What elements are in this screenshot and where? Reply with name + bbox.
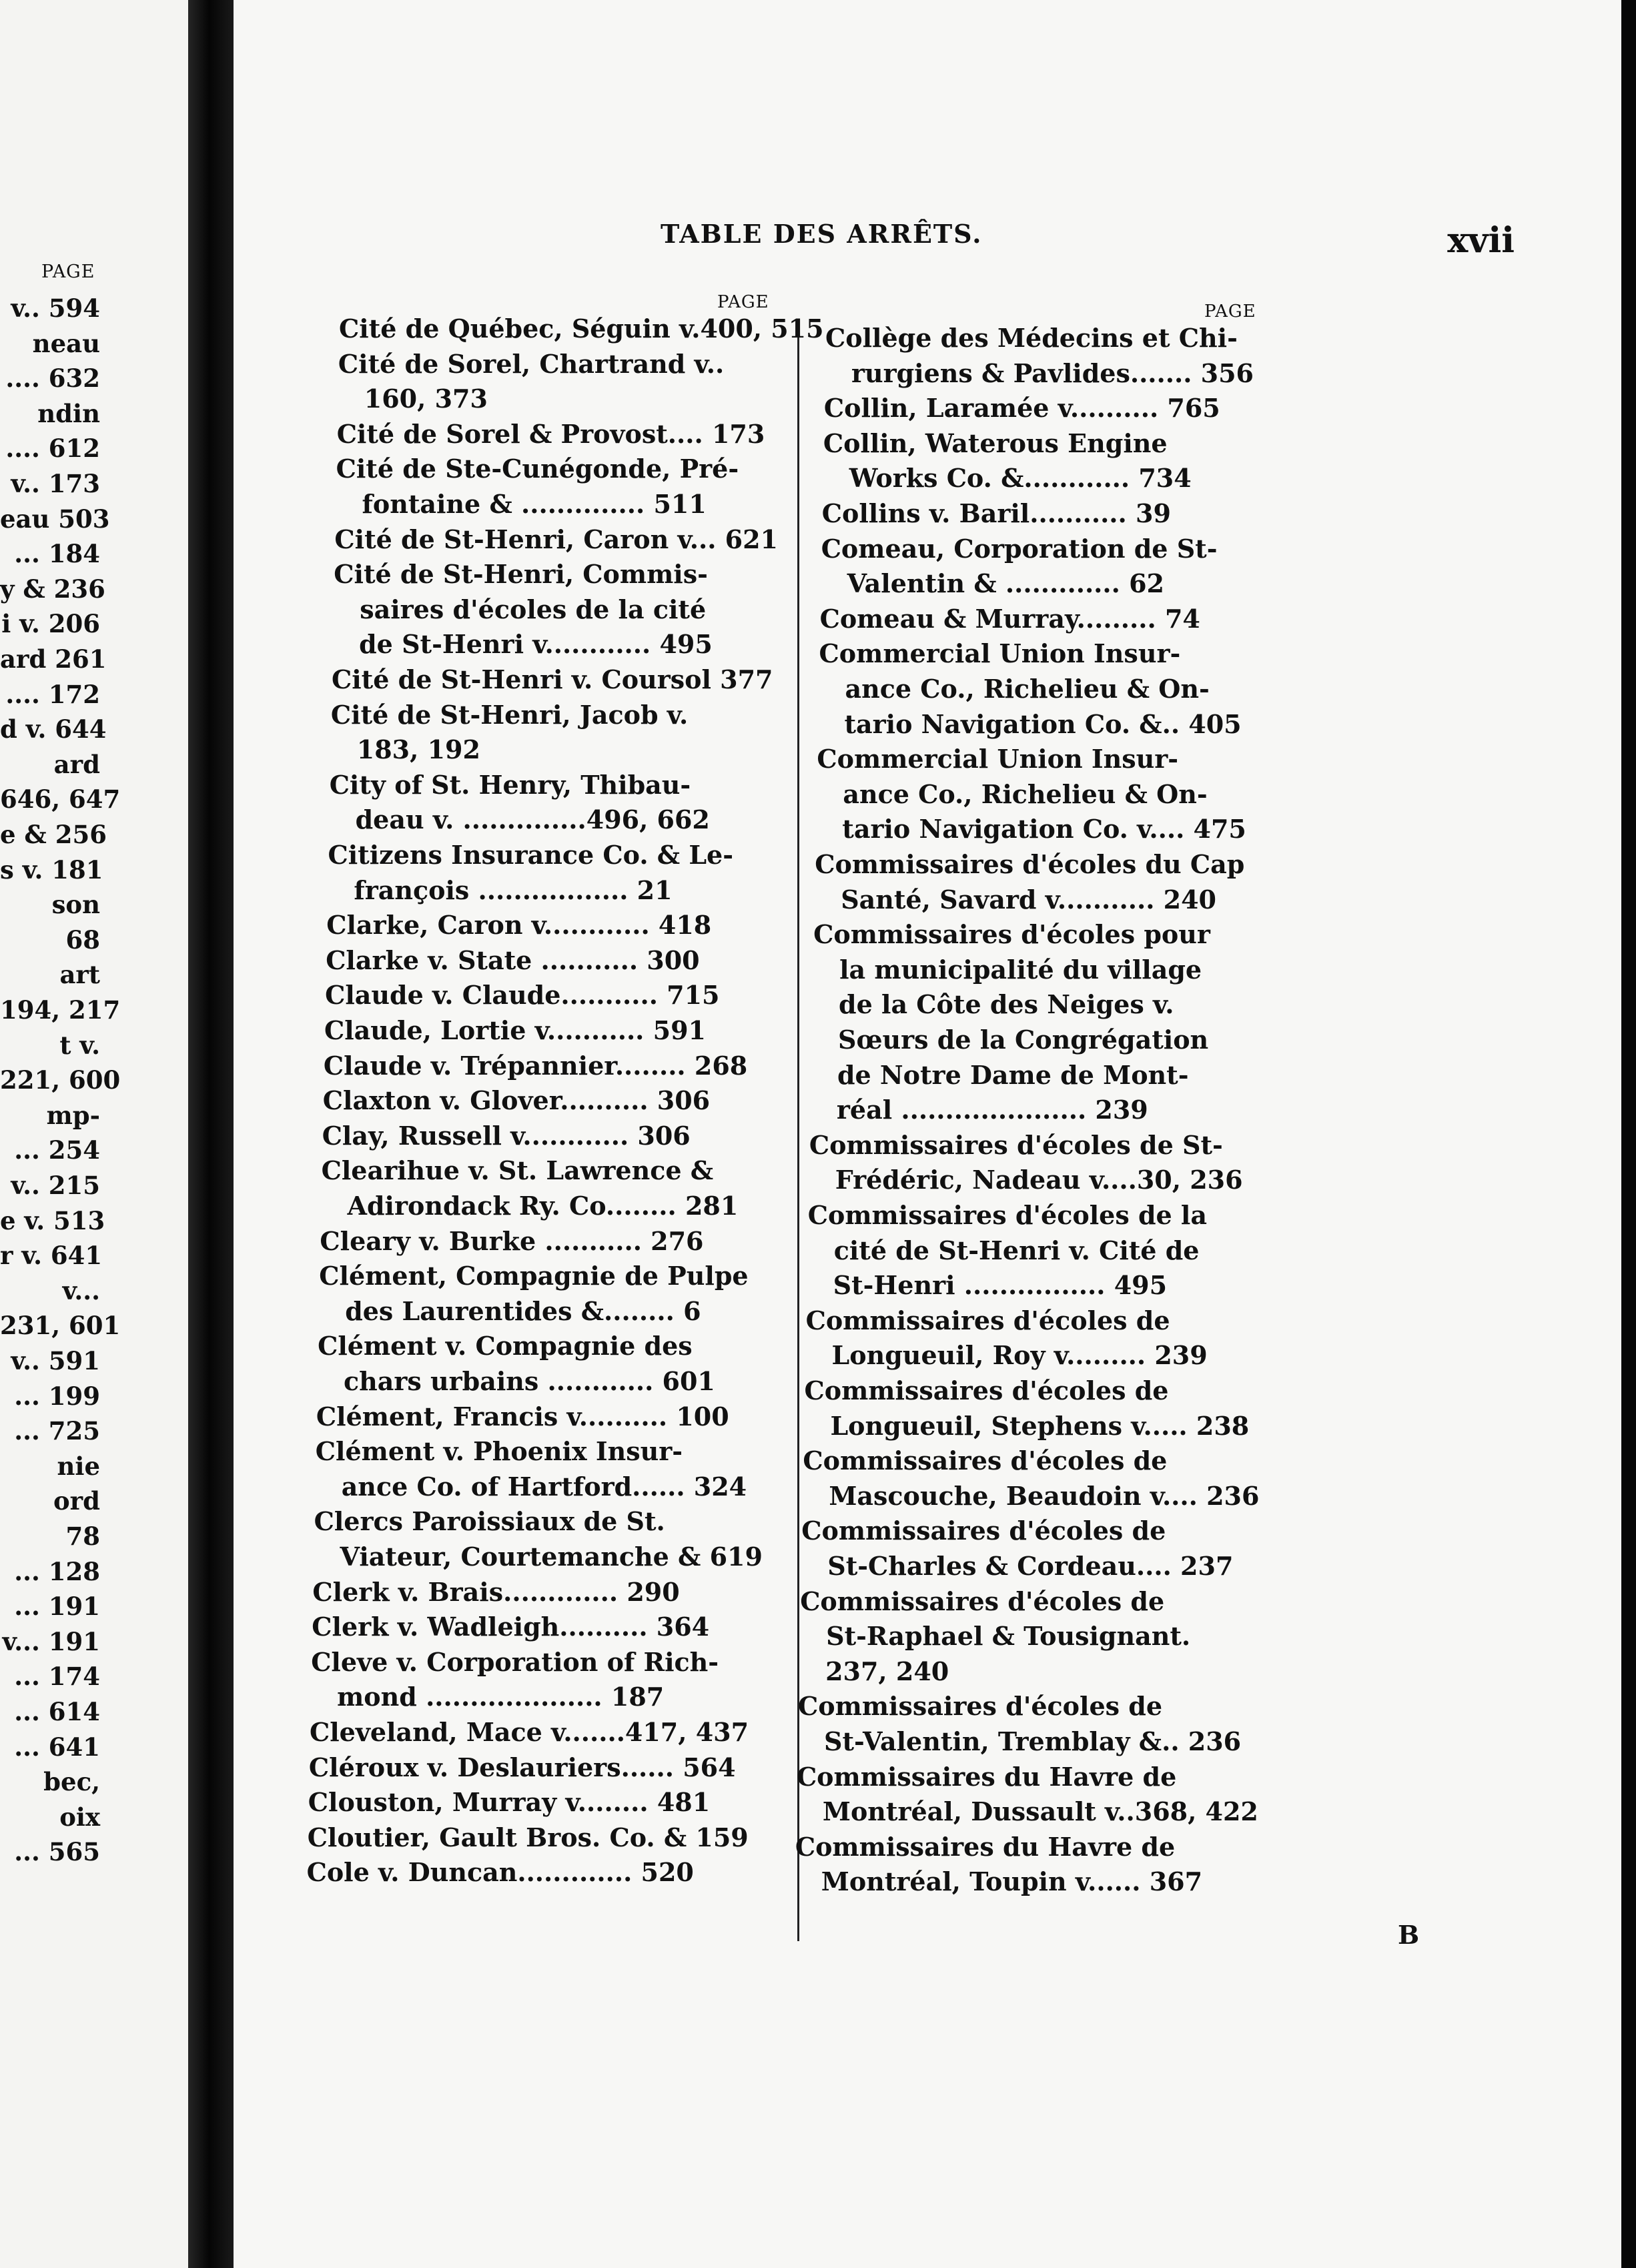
index-entry-line: saires d'écoles de la cité [360, 594, 707, 624]
left-page-fragment-line: oix [59, 1802, 100, 1832]
index-entry-line: des Laurentides &........ 6 [345, 1295, 701, 1326]
left-page-fragment-line: art [59, 960, 100, 990]
index-entry-line: Cité de St-Henri, Commis- [334, 559, 708, 590]
index-entry-line: Clearihue v. St. Lawrence & [321, 1155, 714, 1186]
left-page-fragment-line: ... 614 [14, 1697, 100, 1726]
index-entry-line: Clément, Francis v.......... 100 [316, 1401, 729, 1432]
left-page-fragment-line: ... 184 [14, 539, 100, 569]
index-entry-line: Cité de Sorel, Chartrand v.. [338, 348, 725, 379]
left-page-fragment-line: ... 641 [14, 1732, 100, 1762]
index-entry-line: Commissaires du Havre de [796, 1761, 1177, 1792]
left-page-fragment-line: i v. 206 [1, 609, 100, 639]
index-entry-line: Clément v. Compagnie des [318, 1331, 693, 1361]
index-entry-line: Clay, Russell v............ 306 [322, 1120, 691, 1151]
left-page-fragment-line: 194, 217 [0, 995, 121, 1025]
index-entry-line: ance Co., Richelieu & On- [845, 674, 1210, 704]
index-entry-line: Clément v. Phoenix Insur- [315, 1436, 683, 1467]
running-header: TABLE DES ARRÊTS. [661, 219, 983, 249]
index-entry-line: Commissaires d'écoles de [804, 1375, 1169, 1405]
index-entry-line: Commissaires d'écoles de [803, 1446, 1168, 1476]
left-page-fragment-line: ... 565 [14, 1837, 100, 1867]
left-page-fragment-line: y & 236 [0, 574, 105, 604]
index-entry-line: Clarke v. State ........... 300 [326, 945, 700, 975]
index-entry-line: réal ..................... 239 [836, 1095, 1148, 1125]
index-entry-line: Commissaires d'écoles de la [807, 1200, 1207, 1230]
left-page-fragment-line: .... 632 [5, 364, 100, 394]
index-entry-line: St-Raphael & Tousignant. [826, 1621, 1191, 1652]
index-entry-line: tario Navigation Co. v.... 475 [842, 814, 1246, 844]
index-entry-line: Cité de St-Henri, Caron v... 621 [334, 524, 778, 554]
index-entry-line: City of St. Henry, Thibau- [329, 769, 691, 800]
index-entry-line: Sœurs de la Congrégation [838, 1025, 1209, 1055]
index-entry-line: Clerk v. Brais............. 290 [312, 1576, 680, 1607]
index-entry-line: Commissaires d'écoles pour [813, 919, 1210, 950]
left-page-fragment-line: 231, 601 [0, 1311, 121, 1341]
index-entry-line: Cité de Sorel & Provost.... 173 [336, 418, 765, 449]
index-entry-line: Commissaires d'écoles de [805, 1305, 1170, 1335]
index-entry-line: Clouston, Murray v........ 481 [308, 1787, 711, 1818]
scan-border [1621, 0, 1636, 2268]
index-entry-line: Claude, Lortie v........... 591 [324, 1015, 706, 1045]
index-entry-line: 237, 240 [825, 1656, 949, 1686]
index-entry-line: Collin, Laramée v.......... 765 [823, 393, 1220, 424]
left-page-fragment-line: nie [57, 1451, 100, 1481]
left-column-page-label: PAGE [717, 292, 769, 312]
left-page-fragment-line: s v. 181 [0, 855, 103, 885]
index-entry-line: Commissaires du Havre de [795, 1831, 1176, 1862]
index-entry-line: Citizens Insurance Co. & Le- [328, 840, 733, 870]
index-entry-line: de la Côte des Neiges v. [839, 989, 1174, 1020]
left-page-fragment-line: bec, [43, 1767, 100, 1797]
index-entry-line: Commercial Union Insur- [817, 744, 1179, 774]
page-number: xvii [1447, 220, 1515, 261]
index-entry-line: Clerk v. Wadleigh.......... 364 [312, 1612, 710, 1642]
index-entry-line: Cité de St-Henri, Jacob v. [330, 699, 689, 730]
index-entry-line: Cleve v. Corporation of Rich- [311, 1646, 719, 1677]
left-page-fragment-line: v... [62, 1275, 100, 1305]
book-gutter [188, 0, 235, 2268]
left-page-fragment-line: t v. [59, 1030, 100, 1060]
index-entry-line: Commissaires d'écoles du Cap [815, 849, 1245, 879]
left-page-fragment-line: ard 261 [0, 644, 107, 674]
index-entry-line: françois ................. 21 [354, 875, 673, 905]
index-entry-line: Clarke, Caron v............ 418 [326, 910, 712, 941]
index-entry-line: Commissaires d'écoles de [798, 1691, 1162, 1722]
left-page-fragment-line: ... 254 [14, 1135, 100, 1165]
index-entry-line: Clément, Compagnie de Pulpe [319, 1261, 749, 1291]
index-entry-line: Claxton v. Glover.......... 306 [322, 1085, 711, 1116]
left-page-fragment-line: son [51, 890, 100, 920]
left-page-fragment-line: ... 191 [14, 1592, 100, 1622]
index-entry-line: Cole v. Duncan............. 520 [306, 1857, 694, 1888]
left-page-fragment-line: .... 172 [5, 679, 100, 709]
left-page-label: PAGE [41, 261, 95, 282]
index-entry-line: Comeau & Murray......... 74 [819, 603, 1200, 634]
index-entry-line: Longueuil, Roy v......... 239 [831, 1340, 1208, 1371]
index-entry-line: ance Co., Richelieu & On- [843, 778, 1208, 809]
index-entry-line: Cleary v. Burke ........... 276 [320, 1225, 704, 1256]
index-entry-line: 183, 192 [356, 734, 480, 765]
index-entry-line: St-Valentin, Tremblay &.. 236 [824, 1726, 1242, 1756]
index-entry-line: St-Henri ................ 495 [833, 1270, 1168, 1301]
index-entry-line: fontaine & .............. 511 [362, 489, 707, 519]
left-page-fragment-line: v... 191 [2, 1626, 100, 1656]
index-entry-line: Clercs Paroissiaux de St. [314, 1506, 665, 1537]
left-page-fragment-line: ndin [37, 398, 100, 428]
left-page-fragment-line: d v. 644 [0, 714, 107, 744]
index-entry-line: Cité de Québec, Séguin v.400, 515 [339, 314, 824, 344]
left-page-fragment-line: e v. 513 [0, 1205, 105, 1235]
index-entry-line: Montréal, Toupin v...... 367 [821, 1866, 1203, 1897]
index-entry-line: tario Navigation Co. &.. 405 [844, 708, 1242, 739]
index-entry-line: St-Charles & Cordeau.... 237 [827, 1551, 1234, 1581]
index-entry-line: Comeau, Corporation de St- [821, 533, 1218, 564]
left-page-fragment-line: r v. 641 [0, 1241, 103, 1271]
printer-signature-mark: B [1398, 1920, 1420, 1950]
left-page-fragment-line: mp- [46, 1100, 100, 1130]
index-entry-line: de St-Henri v............ 495 [359, 629, 713, 660]
index-entry-line: Collin, Waterous Engine [823, 428, 1168, 458]
left-page-fragment-line: ord [53, 1486, 100, 1516]
left-page-fragment-line: 68 [65, 925, 100, 955]
left-page-fragment-line: 78 [65, 1522, 100, 1551]
index-entry-line: deau v. ..............496, 662 [355, 804, 710, 835]
left-page-fragment-line: .... 612 [5, 434, 100, 464]
left-page-fragment-line: v.. 173 [11, 469, 100, 498]
index-entry-line: Commissaires d'écoles de St- [809, 1129, 1223, 1160]
left-page-fragment-line: e & 256 [0, 820, 107, 849]
index-entry-line: Viateur, Courtemanche & 619 [340, 1542, 763, 1572]
left-page-fragment-line: v.. 591 [11, 1346, 100, 1375]
index-entry-line: rurgiens & Pavlides....... 356 [851, 358, 1254, 388]
left-page-fragment [0, 0, 188, 2268]
index-entry-line: Commissaires d'écoles de [801, 1516, 1166, 1546]
index-entry-line: Longueuil, Stephens v..... 238 [830, 1410, 1250, 1441]
index-entry-line: Adirondack Ry. Co........ 281 [347, 1191, 739, 1221]
index-entry-line: Cité de St-Henri v. Coursol 377 [332, 664, 773, 694]
index-entry-line: 160, 373 [364, 384, 488, 414]
index-entry-line: chars urbains ............ 601 [344, 1366, 715, 1396]
index-entry-line: cité de St-Henri v. Cité de [833, 1235, 1200, 1265]
index-entry-line: Montréal, Dussault v..368, 422 [822, 1796, 1258, 1827]
index-entry-line: Claude v. Claude........... 715 [325, 980, 720, 1011]
index-entry-line: Commissaires d'écoles de [800, 1586, 1165, 1616]
index-entry-line: Frédéric, Nadeau v....30, 236 [835, 1165, 1243, 1195]
right-column-page-label: PAGE [1204, 302, 1256, 322]
index-entry-line: Valentin & ............. 62 [847, 568, 1164, 599]
left-page-fragment-line: ... 199 [14, 1381, 100, 1411]
index-entry-line: ance Co. of Hartford...... 324 [341, 1471, 747, 1502]
index-entry-line: Works Co. &............ 734 [849, 463, 1192, 494]
index-entry-line: Claude v. Trépannier........ 268 [323, 1050, 748, 1081]
index-entry-line: la municipalité du village [839, 954, 1202, 985]
index-entry-line: Cloutier, Gault Bros. Co. & 159 [307, 1822, 749, 1852]
left-page-fragment-line: v.. 215 [11, 1171, 100, 1200]
left-page-fragment-line: 646, 647 [0, 784, 121, 814]
left-page-fragment-line: ... 174 [14, 1662, 100, 1692]
index-entry-line: Cité de Ste-Cunégonde, Pré- [336, 454, 739, 484]
index-page [234, 0, 1621, 2268]
index-entry-line: Commercial Union Insur- [819, 638, 1181, 669]
index-entry-line: mond .................... 187 [337, 1682, 665, 1712]
left-page-fragment-line: neau [32, 328, 100, 358]
index-entry-line: de Notre Dame de Mont- [837, 1059, 1189, 1090]
index-entry-line: Mascouche, Beaudoin v.... 236 [829, 1480, 1260, 1511]
index-entry-line: Collège des Médecins et Chi- [825, 323, 1238, 353]
left-page-fragment-line: ard [53, 749, 100, 779]
index-entry-line: Collins v. Baril........... 39 [821, 498, 1171, 528]
index-entry-line: Cléroux v. Deslauriers...... 564 [308, 1752, 736, 1782]
left-page-fragment-line: ... 725 [14, 1416, 100, 1446]
index-entry-line: Santé, Savard v........... 240 [841, 884, 1216, 915]
left-page-fragment-line: eau 503 [0, 504, 110, 534]
left-page-fragment-line: 221, 600 [0, 1065, 121, 1095]
left-page-fragment-line: v.. 594 [11, 294, 100, 323]
left-page-fragment-line: ... 128 [14, 1556, 100, 1586]
index-entry-line: Cleveland, Mace v.......417, 437 [310, 1717, 749, 1747]
